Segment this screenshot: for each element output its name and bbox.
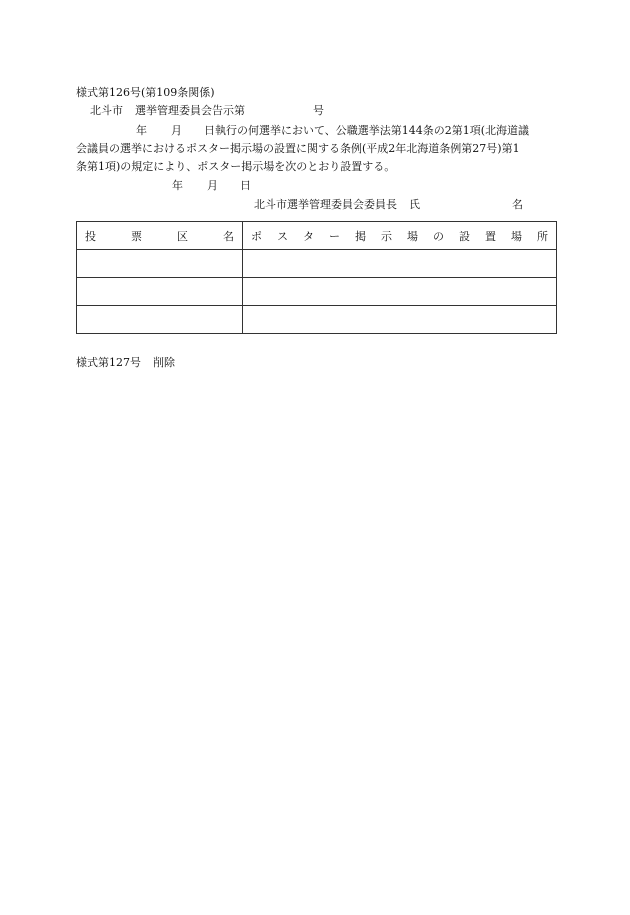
date-year: 年 [172,179,183,192]
notice-number-suffix: 号 [313,104,324,117]
table-cell-district [77,278,243,306]
body-year: 年 [136,124,147,137]
body-line-2: 会議員の選挙におけるポスター掲示場の設置に関する条例(平成2年北海道条例第27号)第1 [76,142,520,155]
table-cell-district [77,306,243,334]
body-text-1: 日執行の何選挙において、公職選挙法第144条の2第1項(北海道議 [204,124,530,137]
table-cell-location [243,306,557,334]
poster-location-table [76,221,557,334]
notice-committee: 選挙管理委員会告示第 [135,104,245,117]
table-row [77,306,557,334]
form-127-label: 様式第127号 [76,356,141,369]
table-header-row [77,222,557,250]
signature-mei: 名 [512,198,523,211]
body-month: 月 [171,124,182,137]
notice-city: 北斗市 [90,104,123,117]
form-126-heading: 様式第126号(第109条関係) [76,86,215,99]
date-month: 月 [207,179,218,192]
table-row [77,278,557,306]
date-line [172,179,251,193]
signature-shi: 氏 [409,198,420,211]
body-line-3: 条第1項)の規定により、ポスター掲示場を次のとおり設置する。 [76,160,396,173]
form-127-line [76,356,175,370]
signature-title: 北斗市選挙管理委員会委員長 [254,198,397,211]
body-line-1 [136,124,529,138]
notice-line [90,104,324,118]
table-cell-location [243,250,557,278]
table-row [77,250,557,278]
header-district-name: 投 票 区 名 [77,222,243,250]
date-day: 日 [240,179,251,192]
form-127-status: 削除 [153,356,175,369]
table-cell-district [77,250,243,278]
signature-line [254,198,523,212]
header-poster-location: ポ ス タ ー 掲 示 場 の 設 置 場 所 [243,222,557,250]
table-cell-location [243,278,557,306]
